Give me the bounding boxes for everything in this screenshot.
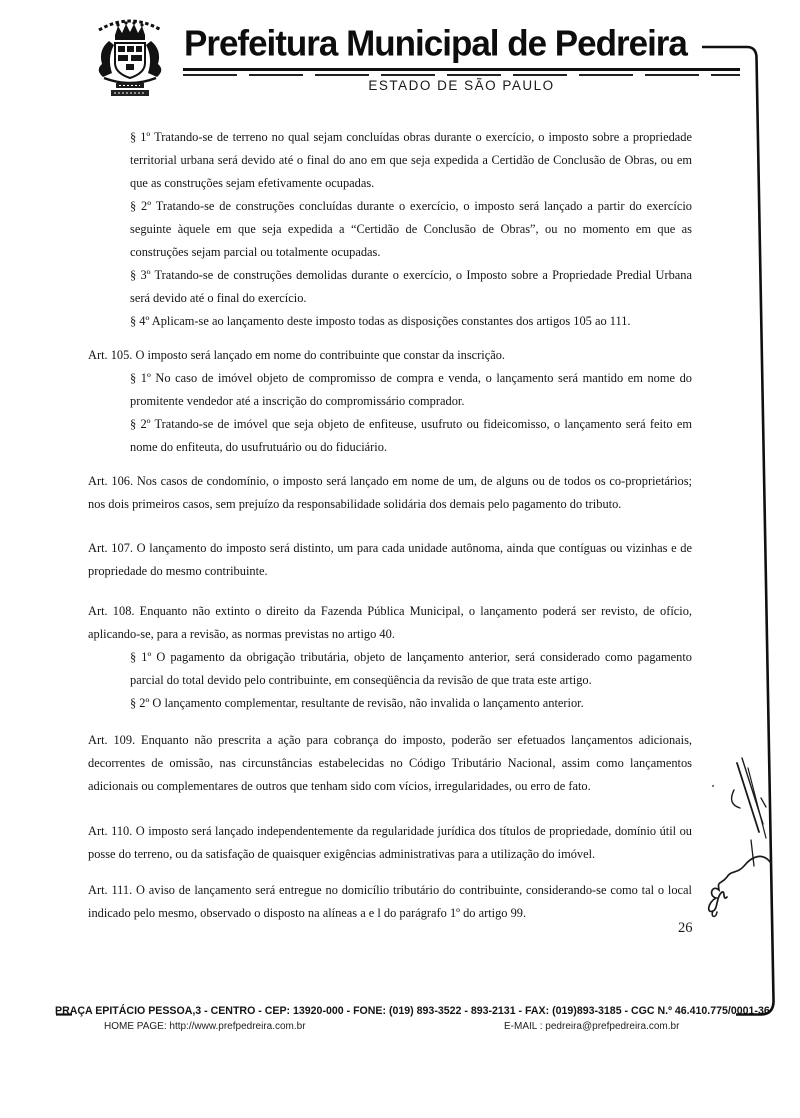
- article-108-paragraph-1: § 1º O pagamento da obrigação tributária, objeto de lançamento anterior, será considerado como pagamento parcial do total devido pelo contribuinte, em conseqüência da revisão de que trata este artigo.: [130, 650, 692, 687]
- article-109: Art. 109. Enquanto não prescrita a ação para cobrança do imposto, poderão ser efetuados lançamentos adicionais, decorrentes de omissão, nas circunstâncias estabelecidas no Código Tributário Nacional, assim como lançamentos adicionais ou complementares de outros que tenham sido com vícios, irregularidades, ou erro de fato.: [88, 733, 692, 793]
- article-106: Art. 106. Nos casos de condomínio, o imposto será lançado em nome de um, de alguns ou de todos os co-proprietários; nos dois primeiros casos, sem prejuízo da responsabilidade solidária dos demais pelo pagamento do tributo.: [88, 474, 692, 511]
- article-107: Art. 107. O lançamento do imposto será distinto, um para cada unidade autônoma, ainda que contíguas ou vizinhas e de propriedade do mesmo contribuinte.: [88, 541, 692, 578]
- article-108: Art. 108. Enquanto não extinto o direito da Fazenda Pública Municipal, o lançamento poderá ser revisto, de ofício, aplicando-se, para a revisão, as normas previstas no artigo 40.: [88, 604, 692, 641]
- title-rule-secondary: [183, 74, 740, 76]
- page-title: Prefeitura Municipal de Pedreira: [184, 23, 687, 64]
- footer-email: E-MAIL : pedreira@prefpedreira.com.br: [504, 1021, 680, 1032]
- page-number: 26: [678, 920, 693, 936]
- state-subtitle: ESTADO DE SÃO PAULO: [368, 78, 555, 93]
- footer-address: PRAÇA EPITÁCIO PESSOA,3 - CENTRO - CEP: 13920-000 - FONE: (019) 893-3522 - 893-2131 - FAX: (019)893-3185 - CGC N.º 46.410.775/0001-36: [55, 1005, 770, 1017]
- article-110: Art. 110. O imposto será lançado independentemente da regularidade jurídica dos títulos de propriedade, domínio útil ou posse do terreno, ou da satisfação de quaisquer exigências administrativas para a utilização do imóvel.: [88, 824, 692, 861]
- article-105: Art. 105. O imposto será lançado em nome do contribuinte que constar da inscrição.: [88, 348, 506, 362]
- article-105-paragraph-1: § 1º No caso de imóvel objeto de compromisso de compra e venda, o lançamento será mantido em nome do promitente vendedor até a inscrição do compromissário comprador.: [130, 371, 692, 408]
- article-111: Art. 111. O aviso de lançamento será entregue no domicílio tributário do contribuinte, considerando-se como tal o local indicado pelo mesmo, observado o disposto na alíneas a e l do parágrafo 1º do artigo 99.: [88, 883, 692, 920]
- title-rule: [183, 68, 740, 71]
- document-body: [88, 126, 692, 925]
- coat-of-arms-logo: [85, 8, 175, 100]
- article-108-paragraph-2: § 2º O lançamento complementar, resultante de revisão, não invalida o lançamento anterior.: [130, 696, 584, 710]
- paragraph-2: § 2º Tratando-se de construções concluídas durante o exercício, o imposto será lançado a partir do exercício seguinte àquele em que seja expedida a “Certidão de Conclusão de Obras”, ou no momento em que as construções sejam parcial ou totalmente ocupadas.: [130, 199, 692, 259]
- paragraph-4: § 4º Aplicam-se ao lançamento deste imposto todas as disposições constantes dos artigos 105 ao 111.: [130, 314, 631, 328]
- paragraph-1: § 1º Tratando-se de terreno no qual sejam concluídas obras durante o exercício, o imposto sobre a propriedade territorial urbana será devido até o final do ano em que seja expedida a Certidão de Conclusão de Obras, ou em que as construções sejam efetivamente ocupadas.: [130, 130, 692, 190]
- article-105-paragraph-2: § 2º Tratando-se de imóvel que seja objeto de enfiteuse, usufruto ou fideicomisso, o lançamento será feito em nome do enfiteuta, do usufrutuário ou do fiduciário.: [130, 417, 692, 454]
- footer-homepage: HOME PAGE: http://www.prefpedreira.com.br: [104, 1021, 306, 1032]
- paragraph-3: § 3º Tratando-se de construções demolidas durante o exercício, o Imposto sobre a Propriedade Predial Urbana será devido até o final do exercício.: [130, 268, 692, 305]
